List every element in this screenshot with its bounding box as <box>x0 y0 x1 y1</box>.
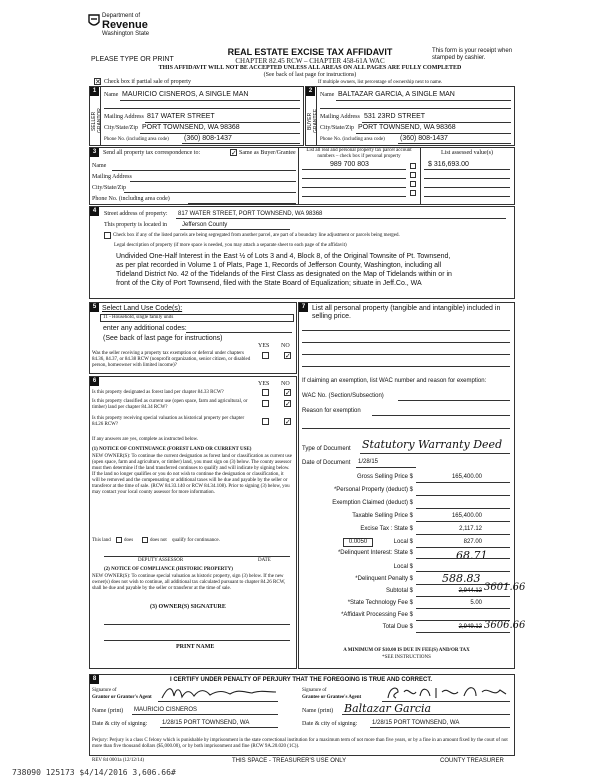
if-any-yes: If any answers are yes, complete as instructed below. <box>92 437 199 442</box>
grantee-date-city-label: Date & city of signing: <box>302 721 358 727</box>
delinquent-penalty-value: 588.83 <box>442 572 481 585</box>
total-due-struck: 2,949.12 <box>458 624 482 630</box>
buyer-phone: (360) 808-1437 <box>400 135 448 142</box>
minimum-due: A MINIMUM OF $10.00 IS DUE IN FEE(S) AND/OR TAX <box>343 648 470 653</box>
buyer-mailing: 531 23RD STREET <box>364 113 426 120</box>
processing-fee-label: *Affidavit Processing Fee $ <box>341 612 413 618</box>
tax-row-value: 2,117.12 <box>459 526 482 532</box>
land-does-label: does <box>124 538 134 543</box>
s6-no: NO <box>281 381 290 387</box>
partial-sale-label: Check box if partial sale of property <box>104 79 191 85</box>
local-tax-label: Local $ <box>393 539 413 545</box>
grantor-sig-label-b: Grantor or Grantor's Agent <box>92 695 152 700</box>
multiple-owners-note: If multiple owners, list percentage of ownership next to name. <box>318 80 443 85</box>
logo-state: Washington State <box>102 31 150 37</box>
historic-question: Is this property receiving special valuation as historical property per chapter 84.26 RCW? <box>92 416 245 427</box>
logo-mark-icon <box>88 14 100 28</box>
seller-phone: (360) 808-1437 <box>184 135 232 142</box>
seller-side-label: SELLER GRANTOR <box>91 108 103 134</box>
buyer-name: BALTAZAR GARCIA, A SINGLE MAN <box>338 91 455 98</box>
located-label: This property is located in <box>104 222 167 228</box>
s5-see-back: (See back of last page for instructions) <box>103 335 223 342</box>
tax-row-label: Excise Tax : State $ <box>360 526 413 532</box>
exemption-no-checkbox[interactable]: ✓ <box>285 352 291 360</box>
buyer-phone-label: Phone No. (including area code) <box>320 137 385 142</box>
current-use-yes-checkbox[interactable] <box>262 400 269 407</box>
this-land-label: This land <box>92 538 111 543</box>
current-use-no-checkbox[interactable]: ✓ <box>285 400 291 408</box>
subtotal-label: Subtotal $ <box>385 588 413 594</box>
legal-description-label: Legal description of property (if more space is needed, you may attach a separate sheet to each page of the affidavit) <box>114 243 347 248</box>
s3-mailing-label: Mailing Address <box>92 174 132 180</box>
s3-city-label: City/State/Zip <box>92 185 126 191</box>
grantee-name-print-label: Name (print) <box>302 708 334 714</box>
delinquent-interest-value: 68.71 <box>456 549 488 562</box>
land-does-checkbox[interactable] <box>116 537 122 543</box>
street-address-label: Street address of property: <box>104 211 168 217</box>
s3-phone-label: Phone No. (including area code) <box>92 196 170 202</box>
forest-no-checkbox[interactable]: ✓ <box>285 389 291 397</box>
s5-no: NO <box>281 343 290 349</box>
claiming-exemption-label: If claiming an exemption, list WAC number and reason for exemption: <box>302 378 487 384</box>
type-of-document-label: Type of Document <box>302 446 351 452</box>
current-use-question: Is this property classified as current use (open space, farm and agricultural, or timber) land per chapter 84.34 RCW? <box>92 399 248 410</box>
qualify-label: qualify for continuance. <box>172 538 220 543</box>
assessed-header: List assessed value(s) <box>441 150 493 156</box>
assessed-value: $ 316,693.00 <box>428 161 469 168</box>
subtotal-struck: 2,944.12 <box>458 588 482 594</box>
tax-rate: 0.0050 <box>348 539 368 545</box>
grantee-sig-label-a: Signature of <box>302 688 327 693</box>
section-8-number: 8 <box>90 675 99 684</box>
send-correspondence-label: Send all property tax correspondence to: <box>103 150 201 156</box>
buyer-city-label: City/State/Zip <box>320 125 354 131</box>
section-7-number: 7 <box>299 303 308 312</box>
tech-fee-label: *State Technology Fee $ <box>347 600 413 606</box>
notice-continuance-title: (1) NOTICE OF CONTINUANCE (FOREST LAND OR CURRENT USE) <box>92 447 252 452</box>
grantee-date-city: 1/28/15 PORT TOWNSEND, WA <box>372 720 460 726</box>
reason-label: Reason for exemption <box>302 408 361 414</box>
legal-line-4: front of the City of Port Townsend, filed with the State Board of Equalization; situate in Jeff.Co., WA <box>116 280 422 287</box>
section-5-number: 5 <box>90 303 99 312</box>
s3-name-label: Name <box>92 163 107 169</box>
date-of-document-label: Date of Document <box>302 460 351 466</box>
s5-yes: YES <box>258 343 270 349</box>
form-warning: THIS AFFIDAVIT WILL NOT BE ACCEPTED UNLESS ALL AREAS ON ALL PAGES ARE FULLY COMPLETED <box>158 65 462 71</box>
section-4-number: 4 <box>90 207 99 216</box>
same-as-buyer-label: Same as Buyer/Grantee <box>239 150 296 156</box>
personal-property-checkbox-3[interactable] <box>410 181 416 187</box>
partial-sale-checkbox[interactable]: ✕ <box>95 78 101 86</box>
section-2-number: 2 <box>306 87 315 96</box>
print-name-label: PRINT NAME <box>176 644 215 650</box>
tax-row-label: Exemption Claimed (deduct) $ <box>332 500 413 506</box>
grantor-date-city: 1/28/15 PORT TOWNSEND, WA <box>162 720 250 726</box>
grantor-signature <box>160 684 278 702</box>
legal-line-1: Undivided One-Half Interest in the East ½ of Lots 3 and 4, Block 8, of the Original Townsite of Pt. Townsend, <box>116 253 451 260</box>
grantee-signature <box>384 682 510 702</box>
delinquent-interest-label: *Delinquent Interest: State $ <box>337 550 413 556</box>
seller-phone-label: Phone No. (including area code) <box>104 137 169 142</box>
county-treasurer: COUNTY TREASURER <box>440 758 504 764</box>
seller-mailing: 817 WATER STREET <box>147 113 215 120</box>
parcel-number: 989 700 803 <box>330 161 369 168</box>
section-3-number: 3 <box>90 148 99 157</box>
tax-row-value: 165,400.00 <box>451 513 482 519</box>
historic-yes-checkbox[interactable] <box>262 418 269 425</box>
revenue-logo <box>88 12 158 42</box>
seller-name-label: Name <box>104 92 119 98</box>
local-tax-value: 827.00 <box>463 539 482 545</box>
deputy-date-label: DATE <box>258 558 271 563</box>
seller-mailing-label: Mailing Address <box>104 114 144 120</box>
wac-label: WAC No. (Section/Subsection) <box>302 393 384 399</box>
historic-no-checkbox[interactable]: ✓ <box>285 418 291 426</box>
parcel-header: List all real and personal property tax parcel account numbers – check box if personal property <box>306 148 412 159</box>
rev-number: REV 84 0001a (12/12/14) <box>92 758 144 763</box>
total-due-handwritten: 3606.66 <box>484 620 526 631</box>
personal-property-label: List all personal property (tangible and intangible) included in selling price. <box>312 305 501 320</box>
legal-line-3: Tideland District No. 42 of the Tidelands of the First Class as designated on the Map of Tidelands within or in <box>116 271 452 278</box>
form-chapter: CHAPTER 82.45 RCW – CHAPTER 458-61A WAC <box>235 57 385 65</box>
delinquent-penalty-label: *Delinquent Penalty $ <box>355 576 413 582</box>
buyer-mailing-label: Mailing Address <box>320 114 360 120</box>
additional-codes-label: enter any additional codes: <box>103 325 187 332</box>
buyer-name-label: Name <box>320 92 335 98</box>
logo-dept: Department of <box>102 13 141 19</box>
street-address: 817 WATER STREET, PORT TOWNSEND, WA 98368 <box>178 211 323 217</box>
owner-signature-label: (3) OWNER(S) SIGNATURE <box>150 604 226 610</box>
notice-compliance-title: (2) NOTICE OF COMPLIANCE (HISTORIC PROPERTY) <box>104 567 233 572</box>
land-does-not-checkbox[interactable] <box>142 537 148 543</box>
buyer-side-label: BUYER GRANTEE <box>307 108 319 134</box>
segregated-label: Check box if any of the listed parcels are being segregated from another parcel, are part of a boundary line adjustment or parcels being merged. <box>113 233 400 238</box>
seller-name: MAURICIO CISNEROS, A SINGLE MAN <box>122 91 249 98</box>
grantor-name-print-label: Name (print) <box>92 708 124 714</box>
please-type: PLEASE TYPE OR PRINT <box>91 56 174 63</box>
treasurer-stamp: 738090 125173 $4/14/2016 3,606.66# <box>12 768 176 777</box>
tax-row-label: Gross Selling Price $ <box>356 474 413 480</box>
land-does-not-label: does not <box>150 538 167 543</box>
land-use-code: 11 - Household, single family units <box>103 315 174 320</box>
form-title: REAL ESTATE EXCISE TAX AFFIDAVIT <box>227 47 393 57</box>
treasurer-use-only: THIS SPACE - TREASURER'S USE ONLY <box>232 758 347 764</box>
deputy-assessor-label: DEPUTY ASSESSOR <box>138 558 184 563</box>
certify-statement: I CERTIFY UNDER PENALTY OF PERJURY THAT THE FOREGOING IS TRUE AND CORRECT. <box>170 677 433 683</box>
exemption-yes-checkbox[interactable] <box>262 352 269 359</box>
personal-property-checkbox-4[interactable] <box>410 190 416 196</box>
grantee-name-print: Baltazar Garcia <box>344 702 432 715</box>
segregated-checkbox[interactable] <box>104 232 111 239</box>
personal-property-checkbox-2[interactable] <box>410 172 416 178</box>
seller-city-label: City/State/Zip <box>104 125 138 131</box>
tax-row-label: Taxable Selling Price $ <box>352 513 413 519</box>
grantee-sig-label-b: Grantee or Grantee's Agent <box>302 695 362 700</box>
tax-row-value: 165,400.00 <box>451 474 482 480</box>
grantor-name-print: MAURICIO CISNEROS <box>134 707 198 713</box>
land-use-label: Select Land Use Code(s): <box>102 305 183 312</box>
same-as-buyer-checkbox[interactable]: ✓ <box>231 149 237 157</box>
receipt-note: This form is your receipt when stamped by cashier. <box>432 48 513 61</box>
seller-city: PORT TOWNSEND, WA 98368 <box>142 124 240 131</box>
s6-yes: YES <box>258 381 270 387</box>
notice-continuance-body: NEW OWNER(S): To continue the current designation as forest land or classification as current use (open space, farm and agriculture, or timber) land, you must sign on (3) below. The county assessor must then determine if the land transferred continues to qualify and will indicate by signing below. If the land no longer qualifies or you do not wish to continue the designation or classification, it will be removed and the compensating or additional taxes will be due and payable by the seller or transferor at the time of sale. (RCW 84.33.140 or RCW 84.34.108). Prior to signing (3) below, you may contact your local county assessor for more information. <box>92 454 292 495</box>
forest-yes-checkbox[interactable] <box>262 389 269 396</box>
grantor-date-city-label: Date & city of signing: <box>92 721 148 727</box>
grantor-sig-label-a: Signature of <box>92 688 117 693</box>
legal-line-2: as per plat recorded in Volume 1 of Plats, Page 1, Records of Jefferson County, Washington, including all <box>116 262 442 269</box>
subtotal-handwritten: 3601.66 <box>484 582 526 593</box>
notice-compliance-body: NEW OWNER(S): To continue special valuation as historic property, sign (3) below. If the new owner(s) does not wish to continue, all additional tax calculated pursuant to chapter 84.26 RCW, shall be due and payable by the seller or transferor at the time of sale. <box>92 574 286 591</box>
perjury-notice: Perjury: Perjury is a class C felony which is punishable by imprisonment in the state correctional institution for a maximum term of not more than five years, or by a fine in an amount fixed by the court of not more than five thousand dollars ($5,000.00), or by both imprisonment and fine (RCW 9A.20.020 (1C)). <box>92 738 508 749</box>
tax-row-label: *Personal Property (deduct) $ <box>333 487 413 493</box>
tech-fee-value: 5.00 <box>470 600 482 606</box>
logo-revenue: Revenue <box>102 19 148 31</box>
section-6-number: 6 <box>90 377 99 386</box>
located-county: Jefferson County <box>182 222 228 228</box>
section-1-number: 1 <box>90 87 99 96</box>
see-back: (See back of last page for instructions) <box>263 72 357 78</box>
exemption-question: Was the seller receiving a property tax exemption or deferral under chapters 84.36, 84.37, or 84.38 RCW (nonprofit organization, senior citizen, or disabled person, homeowner with limited income)? <box>92 351 251 368</box>
delinquent-local-label: Local $ <box>393 564 413 570</box>
personal-property-checkbox-1[interactable] <box>410 163 416 169</box>
forest-land-question: Is this property designated as forest land per chapter 84.33 RCW? <box>92 390 224 395</box>
type-of-document-value: Statutory Warranty Deed <box>362 438 503 451</box>
date-of-document-value: 1/28/15 <box>358 459 379 465</box>
total-due-label: Total Due $ <box>382 624 413 630</box>
buyer-city: PORT TOWNSEND, WA 98368 <box>358 124 456 131</box>
see-instructions: *SEE INSTRUCTIONS <box>382 655 431 660</box>
